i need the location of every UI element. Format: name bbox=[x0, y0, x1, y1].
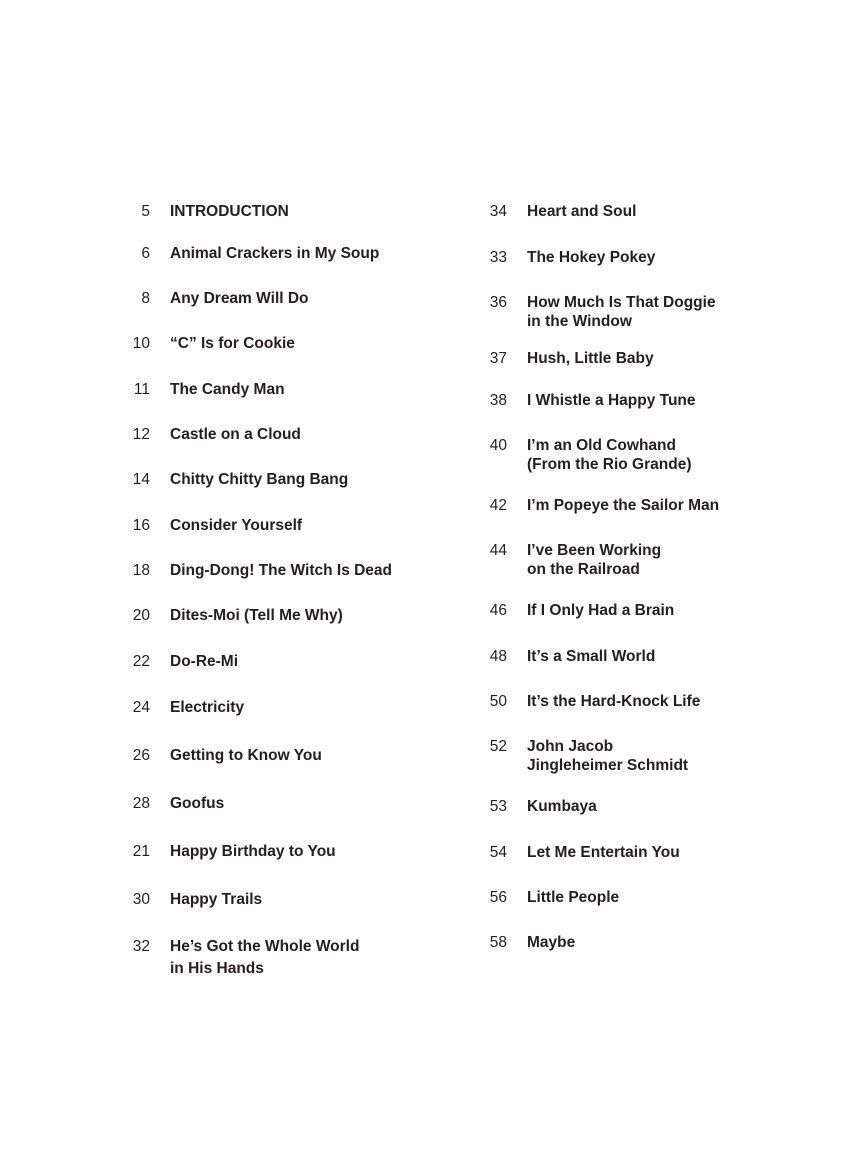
toc-page-number: 14 bbox=[132, 471, 150, 488]
toc-title: INTRODUCTION bbox=[170, 203, 289, 220]
toc-title: It’s the Hard-Knock Life bbox=[527, 693, 701, 710]
toc-entry bbox=[0, 349, 654, 368]
toc-title: Consider Yourself bbox=[170, 517, 303, 534]
toc-title: Little People bbox=[527, 889, 620, 906]
toc-title: How Much Is That Doggie in the Window bbox=[527, 294, 716, 330]
toc-title: Chitty Chitty Bang Bang bbox=[170, 471, 349, 488]
toc-page-number: 56 bbox=[489, 889, 507, 906]
toc-entry bbox=[0, 737, 688, 775]
toc-title: The Hokey Pokey bbox=[527, 249, 656, 266]
toc-page-number: 37 bbox=[489, 350, 507, 367]
toc-page-number: 5 bbox=[141, 203, 150, 220]
toc-page-number: 50 bbox=[489, 693, 507, 710]
toc-title: Getting to Know You bbox=[170, 747, 322, 764]
toc-title: Happy Trails bbox=[170, 891, 263, 908]
toc-entry bbox=[0, 888, 619, 907]
toc-title: If I Only Had a Brain bbox=[527, 602, 675, 619]
toc-page-number: 21 bbox=[132, 843, 150, 860]
toc-page-number: 54 bbox=[489, 844, 507, 861]
toc-title: I’m Popeye the Sailor Man bbox=[527, 497, 720, 514]
toc-page-number: 33 bbox=[489, 249, 507, 266]
toc-title: I’ve Been Working on the Railroad bbox=[527, 542, 662, 578]
toc-page-number: 20 bbox=[132, 607, 150, 624]
toc-page-number: 11 bbox=[133, 381, 150, 398]
toc-title: I’m an Old Cowhand (From the Rio Grande) bbox=[527, 437, 692, 473]
toc-entry bbox=[0, 541, 661, 579]
toc-entry bbox=[0, 933, 575, 952]
toc-page-number: 58 bbox=[489, 934, 507, 951]
toc-entry bbox=[0, 436, 691, 474]
toc-page-number: 48 bbox=[489, 648, 507, 665]
toc-page-number: 30 bbox=[132, 891, 150, 908]
toc-title: “C” Is for Cookie bbox=[170, 335, 295, 352]
toc-title: Let Me Entertain You bbox=[527, 844, 680, 861]
toc-page-number: 22 bbox=[132, 653, 150, 670]
toc-page-number: 44 bbox=[489, 542, 507, 559]
toc-page-number: 46 bbox=[489, 602, 507, 619]
toc-page-number: 24 bbox=[132, 699, 150, 716]
toc-page-number: 36 bbox=[489, 294, 507, 311]
toc-title: Do-Re-Mi bbox=[170, 653, 239, 670]
toc-title: John Jacob Jingleheimer Schmidt bbox=[527, 738, 689, 774]
toc-page-number: 40 bbox=[489, 437, 507, 454]
toc-entry bbox=[0, 692, 700, 711]
toc-page-number: 18 bbox=[132, 562, 150, 579]
toc-page-number: 12 bbox=[132, 426, 150, 443]
toc-entry bbox=[0, 496, 719, 515]
toc-entry bbox=[0, 843, 680, 862]
toc-title: Electricity bbox=[170, 699, 245, 716]
toc-entry bbox=[0, 293, 716, 331]
toc-page-number: 42 bbox=[489, 497, 507, 514]
toc-page-number: 52 bbox=[489, 738, 507, 755]
toc-page-number: 38 bbox=[489, 392, 507, 409]
toc-page-number: 34 bbox=[489, 203, 507, 220]
toc-title: Happy Birthday to You bbox=[170, 843, 336, 860]
toc-page-number: 28 bbox=[132, 795, 150, 812]
toc-entry bbox=[0, 516, 302, 535]
toc-entry bbox=[0, 797, 597, 816]
toc-entry bbox=[0, 248, 655, 267]
toc-entry bbox=[0, 647, 655, 666]
toc-entry bbox=[0, 202, 636, 221]
toc-title: Goofus bbox=[170, 795, 225, 812]
toc-title: Castle on a Cloud bbox=[170, 426, 301, 443]
toc-page-number: 10 bbox=[132, 335, 150, 352]
toc-title: He’s Got the Whole World in His Hands bbox=[170, 938, 360, 977]
toc-page-number: 6 bbox=[141, 245, 150, 262]
toc-title: Any Dream Will Do bbox=[170, 290, 309, 307]
toc-title: It’s a Small World bbox=[527, 648, 656, 665]
toc-title: Maybe bbox=[527, 934, 576, 951]
toc-title: Hush, Little Baby bbox=[527, 350, 654, 367]
toc-page-number: 16 bbox=[132, 517, 150, 534]
toc-title: Dites-Moi (Tell Me Why) bbox=[170, 607, 343, 624]
toc-title: Ding-Dong! The Witch Is Dead bbox=[170, 562, 393, 579]
toc-title: I Whistle a Happy Tune bbox=[527, 392, 696, 409]
toc-page-number: 32 bbox=[132, 938, 150, 955]
toc-page-number: 8 bbox=[141, 290, 150, 307]
toc-title: Animal Crackers in My Soup bbox=[170, 245, 380, 262]
toc-title: The Candy Man bbox=[170, 381, 285, 398]
toc-entry bbox=[0, 391, 696, 410]
toc-page-number: 26 bbox=[132, 747, 150, 764]
toc-entry bbox=[0, 601, 674, 620]
toc-title: Kumbaya bbox=[527, 798, 597, 815]
toc-title: Heart and Soul bbox=[527, 203, 637, 220]
toc-page-number: 53 bbox=[489, 798, 507, 815]
